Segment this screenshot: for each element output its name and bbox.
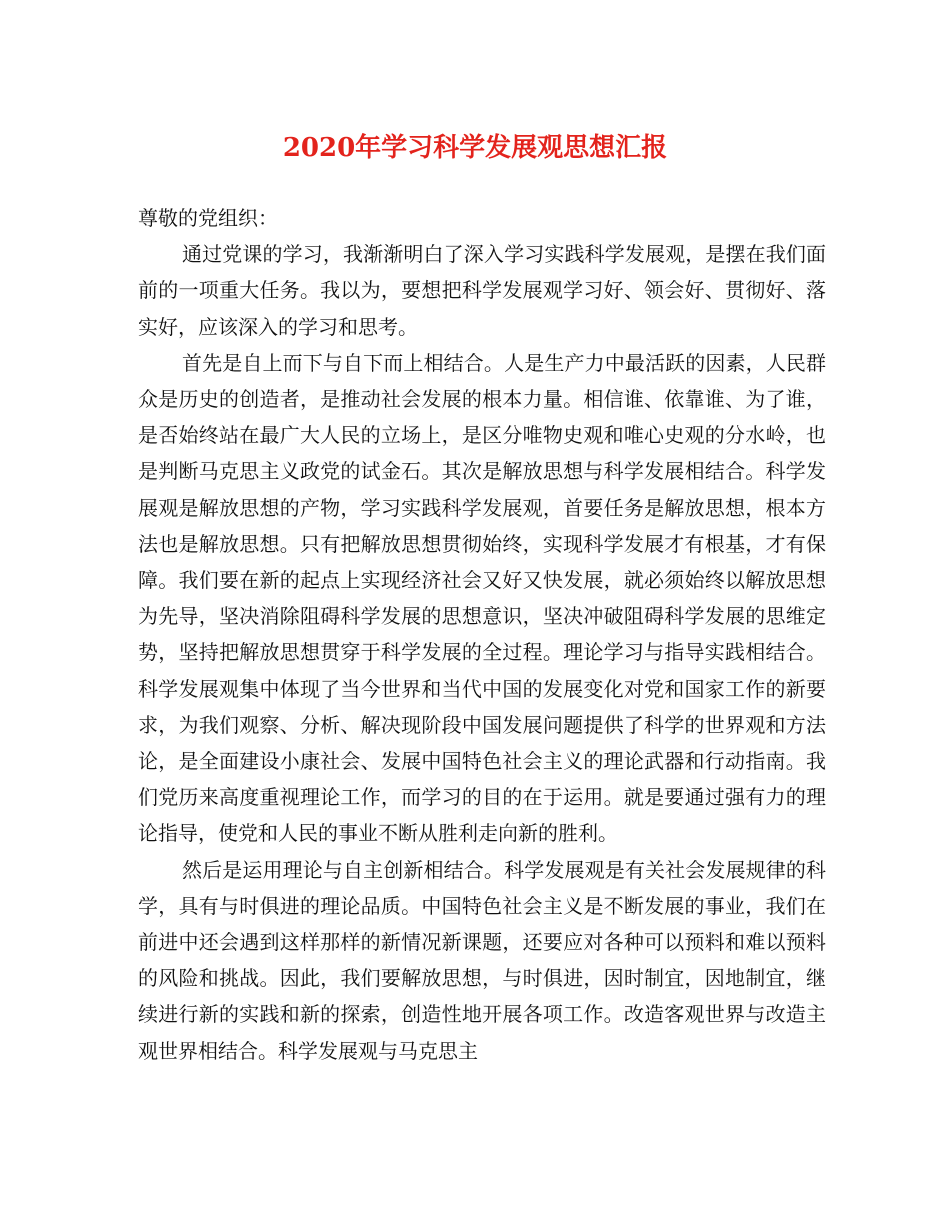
- document-body: [138, 200, 826, 1069]
- paragraph-2: 首先是自上而下与自下而上相结合。人是生产力中最活跃的因素，人民群众是历史的创造者，是推动社会发展的根本力量。相信谁、依靠谁、为了谁，是否始终站在最广大人民的立场上，是区分唯物史观和唯心史观的分水岭，也是判断马克思主义政党的试金石。其次是解放思想与科学发展相结合。科学发展观是解放思想的产物，学习实践科学发展观，首要任务是解放思想，根本方法也是解放思想。只有把解放思想贯彻始终，实现科学发展才有根基，才有保障。我们要在新的起点上实现经济社会又好又快发展，就必须始终以解放思想为先导，坚决消除阻碍科学发展的思想意识，坚决冲破阻碍科学发展的思维定势，坚持把解放思想贯穿于科学发展的全过程。理论学习与指导实践相结合。科学发展观集中体现了当今世界和当代中国的发展变化对党和国家工作的新要求，为我们观察、分析、解决现阶段中国发展问题提供了科学的世界观和方法论，是全面建设小康社会、发展中国特色社会主义的理论武器和行动指南。我们党历来高度重视理论工作，而学习的目的在于运用。就是要通过强有力的理论指导，使党和人民的事业不断从胜利走向新的胜利。: [138, 350, 826, 846]
- document-title: 2020年学习科学发展观思想汇报: [282, 133, 668, 163]
- paragraph-1: 通过党课的学习，我渐渐明白了深入学习实践科学发展观，是摆在我们面前的一项重大任务。我以为，要想把科学发展观学习好、领会好、贯彻好、落实好，应该深入的学习和思考。: [138, 242, 826, 339]
- salutation: 尊敬的党组织：: [138, 206, 278, 230]
- paragraph-3: 然后是运用理论与自主创新相结合。科学发展观是有关社会发展规律的科学，具有与时俱进的理论品质。中国特色社会主义是不断发展的事业，我们在前进中还会遇到这样那样的新情况新课题，还要应对各种可以预料和难以预料的风险和挑战。因此，我们要解放思想，与时俱进，因时制宜，因地制宜，继续进行新的实践和新的探索，创造性地开展各项工作。改造客观世界与改造主观世界相结合。科学发展观与马克思主: [138, 857, 826, 1063]
